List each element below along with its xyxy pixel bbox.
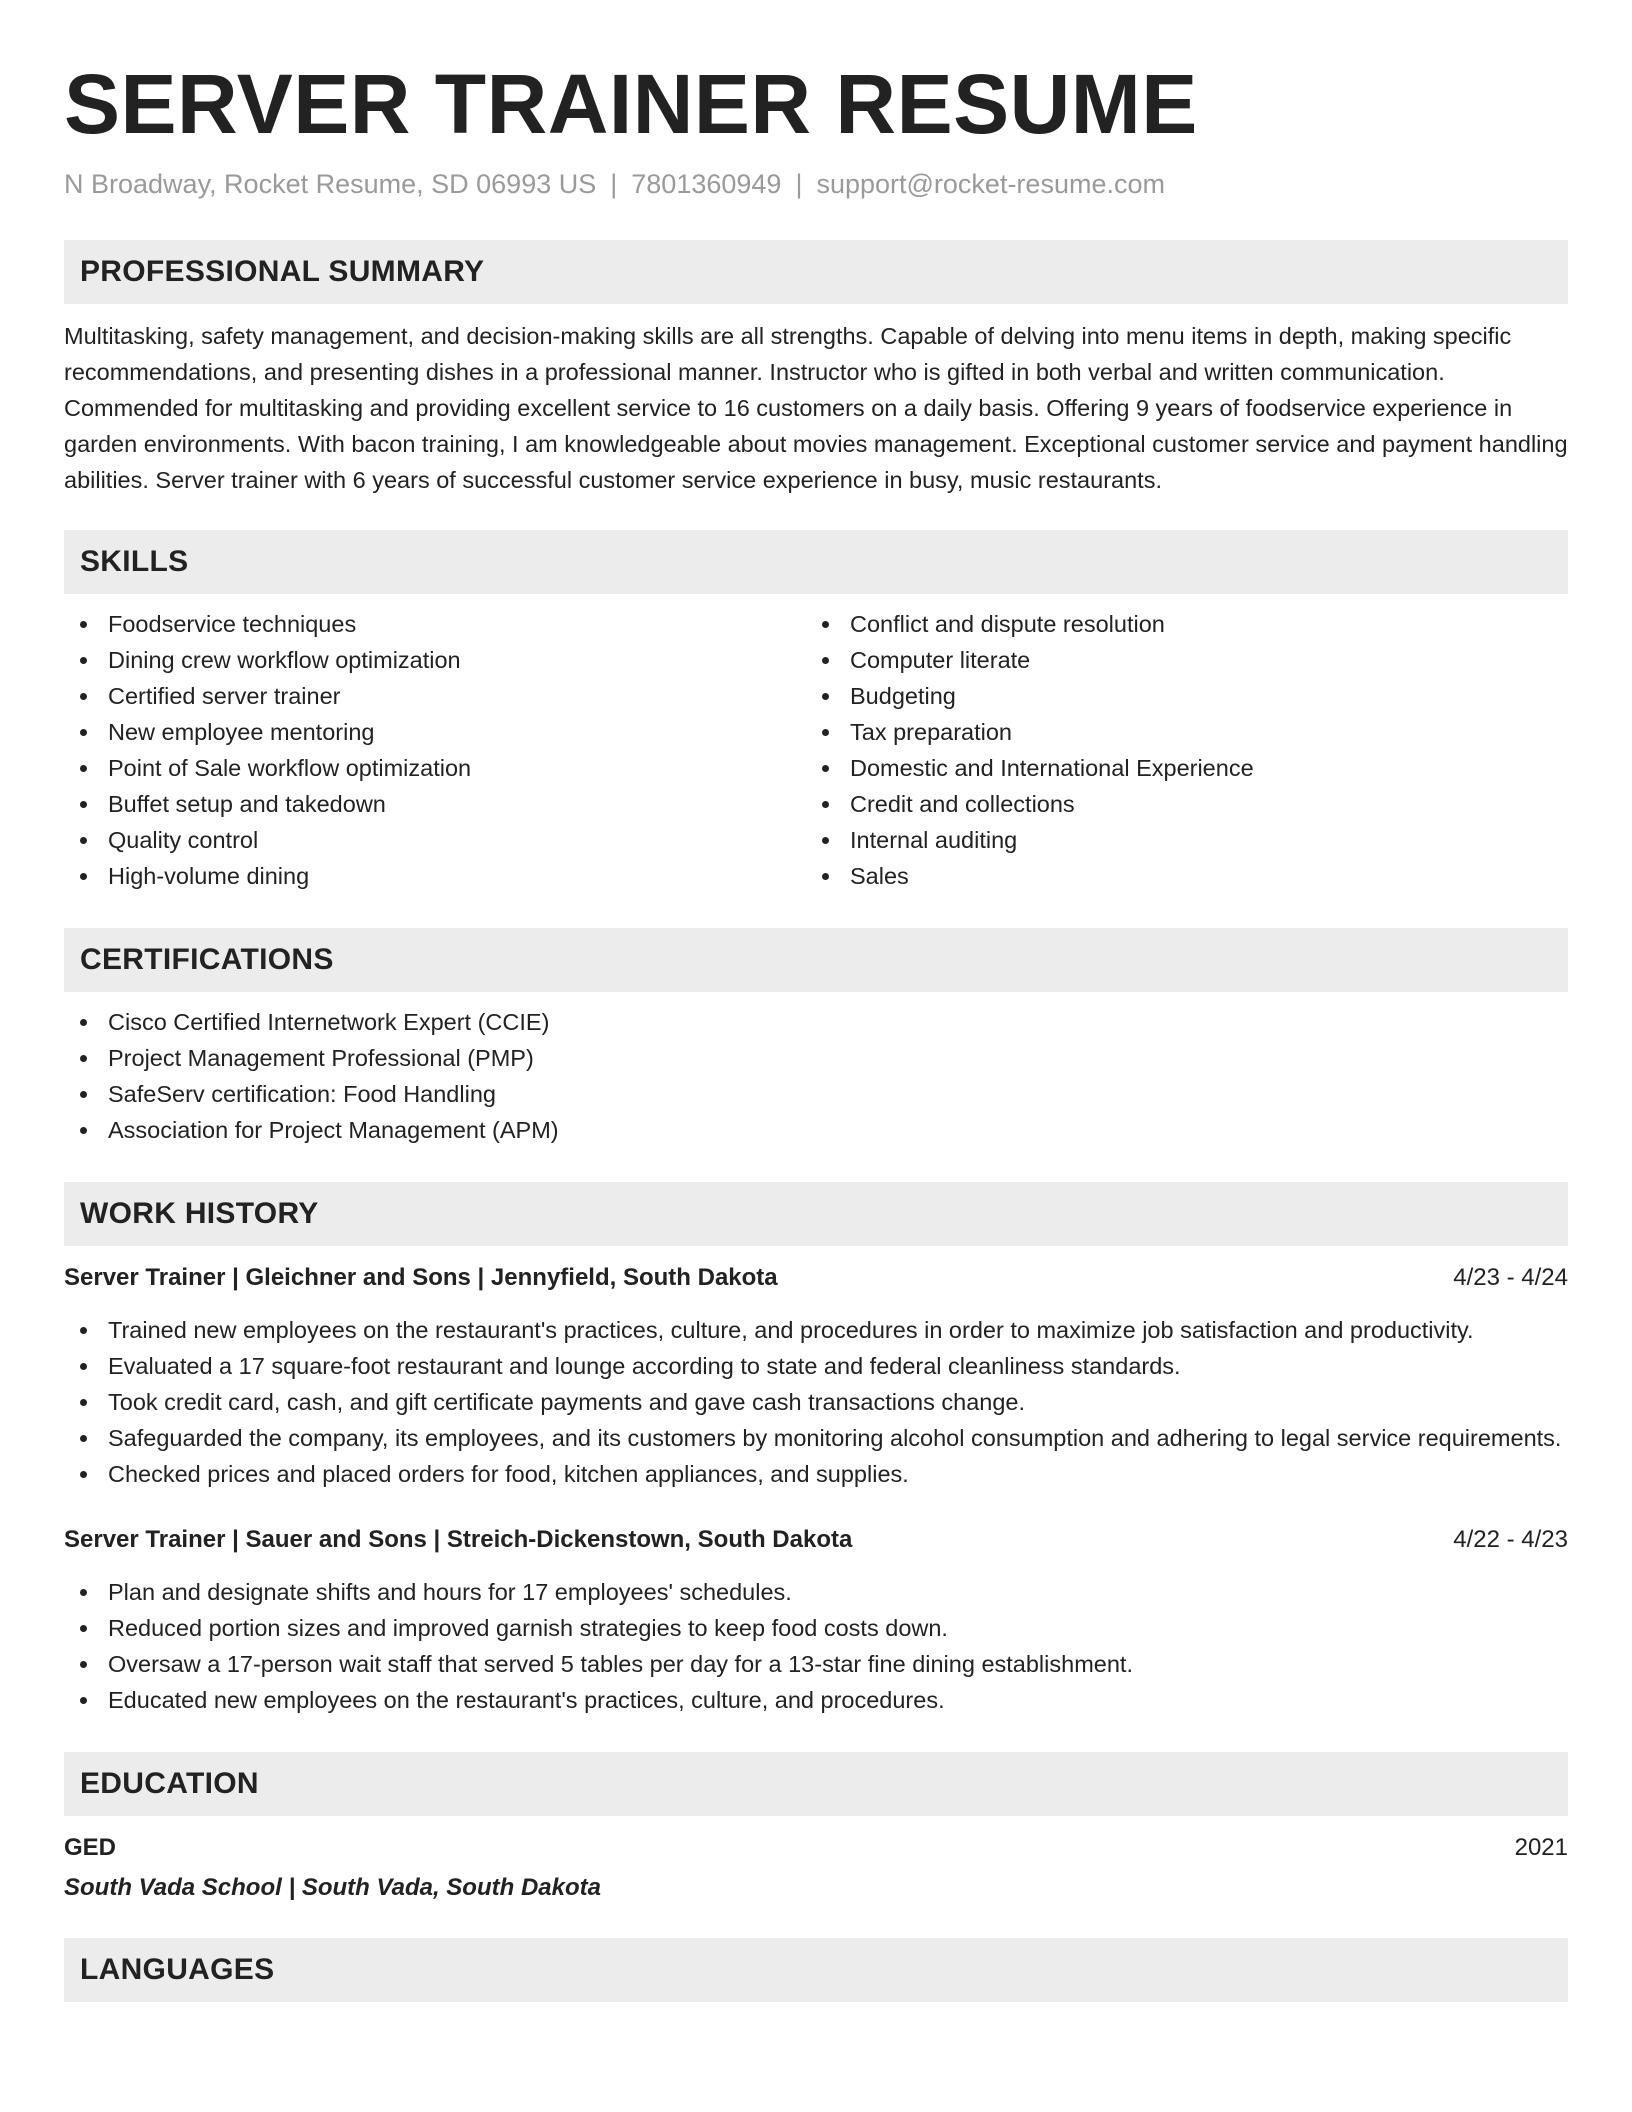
certification-item: SafeServ certification: Food Handling	[64, 1076, 1568, 1112]
job-dates: 4/22 - 4/23	[1453, 1526, 1568, 1553]
education-degree: GED	[64, 1834, 117, 1861]
section-header-languages: LANGUAGES	[64, 1938, 1568, 2002]
job-header	[64, 1260, 1568, 1296]
job-header	[64, 1522, 1568, 1558]
section-header-skills: SKILLS	[64, 530, 1568, 594]
job-dates: 4/23 - 4/24	[1453, 1264, 1568, 1291]
contact-address: N Broadway, Rocket Resume, SD 06993 US	[64, 169, 597, 199]
job-bullet: Safeguarded the company, its employees, and its customers by monitoring alcohol consumption and adhering to legal service requirements.	[64, 1420, 1568, 1456]
contact-email: support@rocket-resume.com	[816, 169, 1165, 199]
contact-phone: 7801360949	[631, 169, 782, 199]
skill-item: Domestic and International Experience	[806, 750, 1548, 786]
skill-item: Conflict and dispute resolution	[806, 606, 1548, 642]
skill-item: Internal auditing	[806, 822, 1548, 858]
skill-item: Tax preparation	[806, 714, 1548, 750]
skill-item: Point of Sale workflow optimization	[64, 750, 806, 786]
skill-item: High-volume dining	[64, 858, 806, 894]
job-bullet: Took credit card, cash, and gift certificate payments and gave cash transactions change.	[64, 1384, 1568, 1420]
resume-title: SERVER TRAINER RESUME	[64, 57, 1198, 151]
skills-columns	[64, 606, 1568, 894]
contact-separator: |	[795, 169, 803, 199]
resume-page	[64, 0, 1568, 2002]
job-title: Server Trainer | Gleichner and Sons | Jennyfield, South Dakota	[64, 1264, 778, 1291]
contact-separator: |	[610, 169, 618, 199]
certification-item: Association for Project Management (APM)	[64, 1112, 1568, 1148]
skill-item: New employee mentoring	[64, 714, 806, 750]
job-title: Server Trainer | Sauer and Sons | Streich-Dickenstown, South Dakota	[64, 1526, 853, 1553]
certification-item: Project Management Professional (PMP)	[64, 1040, 1568, 1076]
skill-item: Dining crew workflow optimization	[64, 642, 806, 678]
education-year: 2021	[1514, 1834, 1568, 1861]
education-school: South Vada School | South Vada, South Dakota	[64, 1874, 601, 1901]
job-bullet: Oversaw a 17-person wait staff that served 5 tables per day for a 13-star fine dining establishment.	[64, 1646, 1568, 1682]
job-bullet: Plan and designate shifts and hours for 17 employees' schedules.	[64, 1574, 1568, 1610]
job-bullets	[64, 1312, 1568, 1492]
job-bullet: Reduced portion sizes and improved garnish strategies to keep food costs down.	[64, 1610, 1568, 1646]
summary-text: Multitasking, safety management, and decision-making skills are all strengths. Capable of delving into menu items in depth, making specific recommendations, and presenting dishes in a professional manner. Instructor who is gifted in both verbal and written communication. Commended for multitasking and providing excellent service to 16 customers on a daily basis. Offering 9 years of foodservice experience in garden environments. With bacon training, I am knowledgeable about movies management. Exceptional customer service and payment handling abilities. Server trainer with 6 years of successful customer service experience in busy, music restaurants.	[64, 323, 1568, 493]
skills-list-right	[806, 606, 1548, 894]
contact-line	[64, 166, 1568, 202]
skill-item: Buffet setup and takedown	[64, 786, 806, 822]
section-header-work-history: WORK HISTORY	[64, 1182, 1568, 1246]
job-bullet: Trained new employees on the restaurant's practices, culture, and procedures in order to maximize job satisfaction and productivity.	[64, 1312, 1568, 1348]
skills-list-left	[64, 606, 806, 894]
section-header-summary: PROFESSIONAL SUMMARY	[64, 240, 1568, 304]
job-bullet: Educated new employees on the restaurant's practices, culture, and procedures.	[64, 1682, 1568, 1718]
skill-item: Certified server trainer	[64, 678, 806, 714]
skill-item: Foodservice techniques	[64, 606, 806, 642]
job-bullet: Checked prices and placed orders for food, kitchen appliances, and supplies.	[64, 1456, 1568, 1492]
certifications-list	[64, 1004, 1568, 1148]
skill-item: Budgeting	[806, 678, 1548, 714]
skill-item: Sales	[806, 858, 1548, 894]
skill-item: Computer literate	[806, 642, 1548, 678]
job-entry	[64, 1522, 1568, 1718]
certification-item: Cisco Certified Internetwork Expert (CCIE)	[64, 1004, 1568, 1040]
section-header-education: EDUCATION	[64, 1752, 1568, 1816]
section-header-certifications: CERTIFICATIONS	[64, 928, 1568, 992]
job-bullet: Evaluated a 17 square-foot restaurant and lounge according to state and federal cleanliness standards.	[64, 1348, 1568, 1384]
skill-item: Quality control	[64, 822, 806, 858]
education-header	[64, 1830, 1568, 1866]
job-bullets	[64, 1574, 1568, 1718]
job-entry	[64, 1260, 1568, 1492]
skill-item: Credit and collections	[806, 786, 1548, 822]
